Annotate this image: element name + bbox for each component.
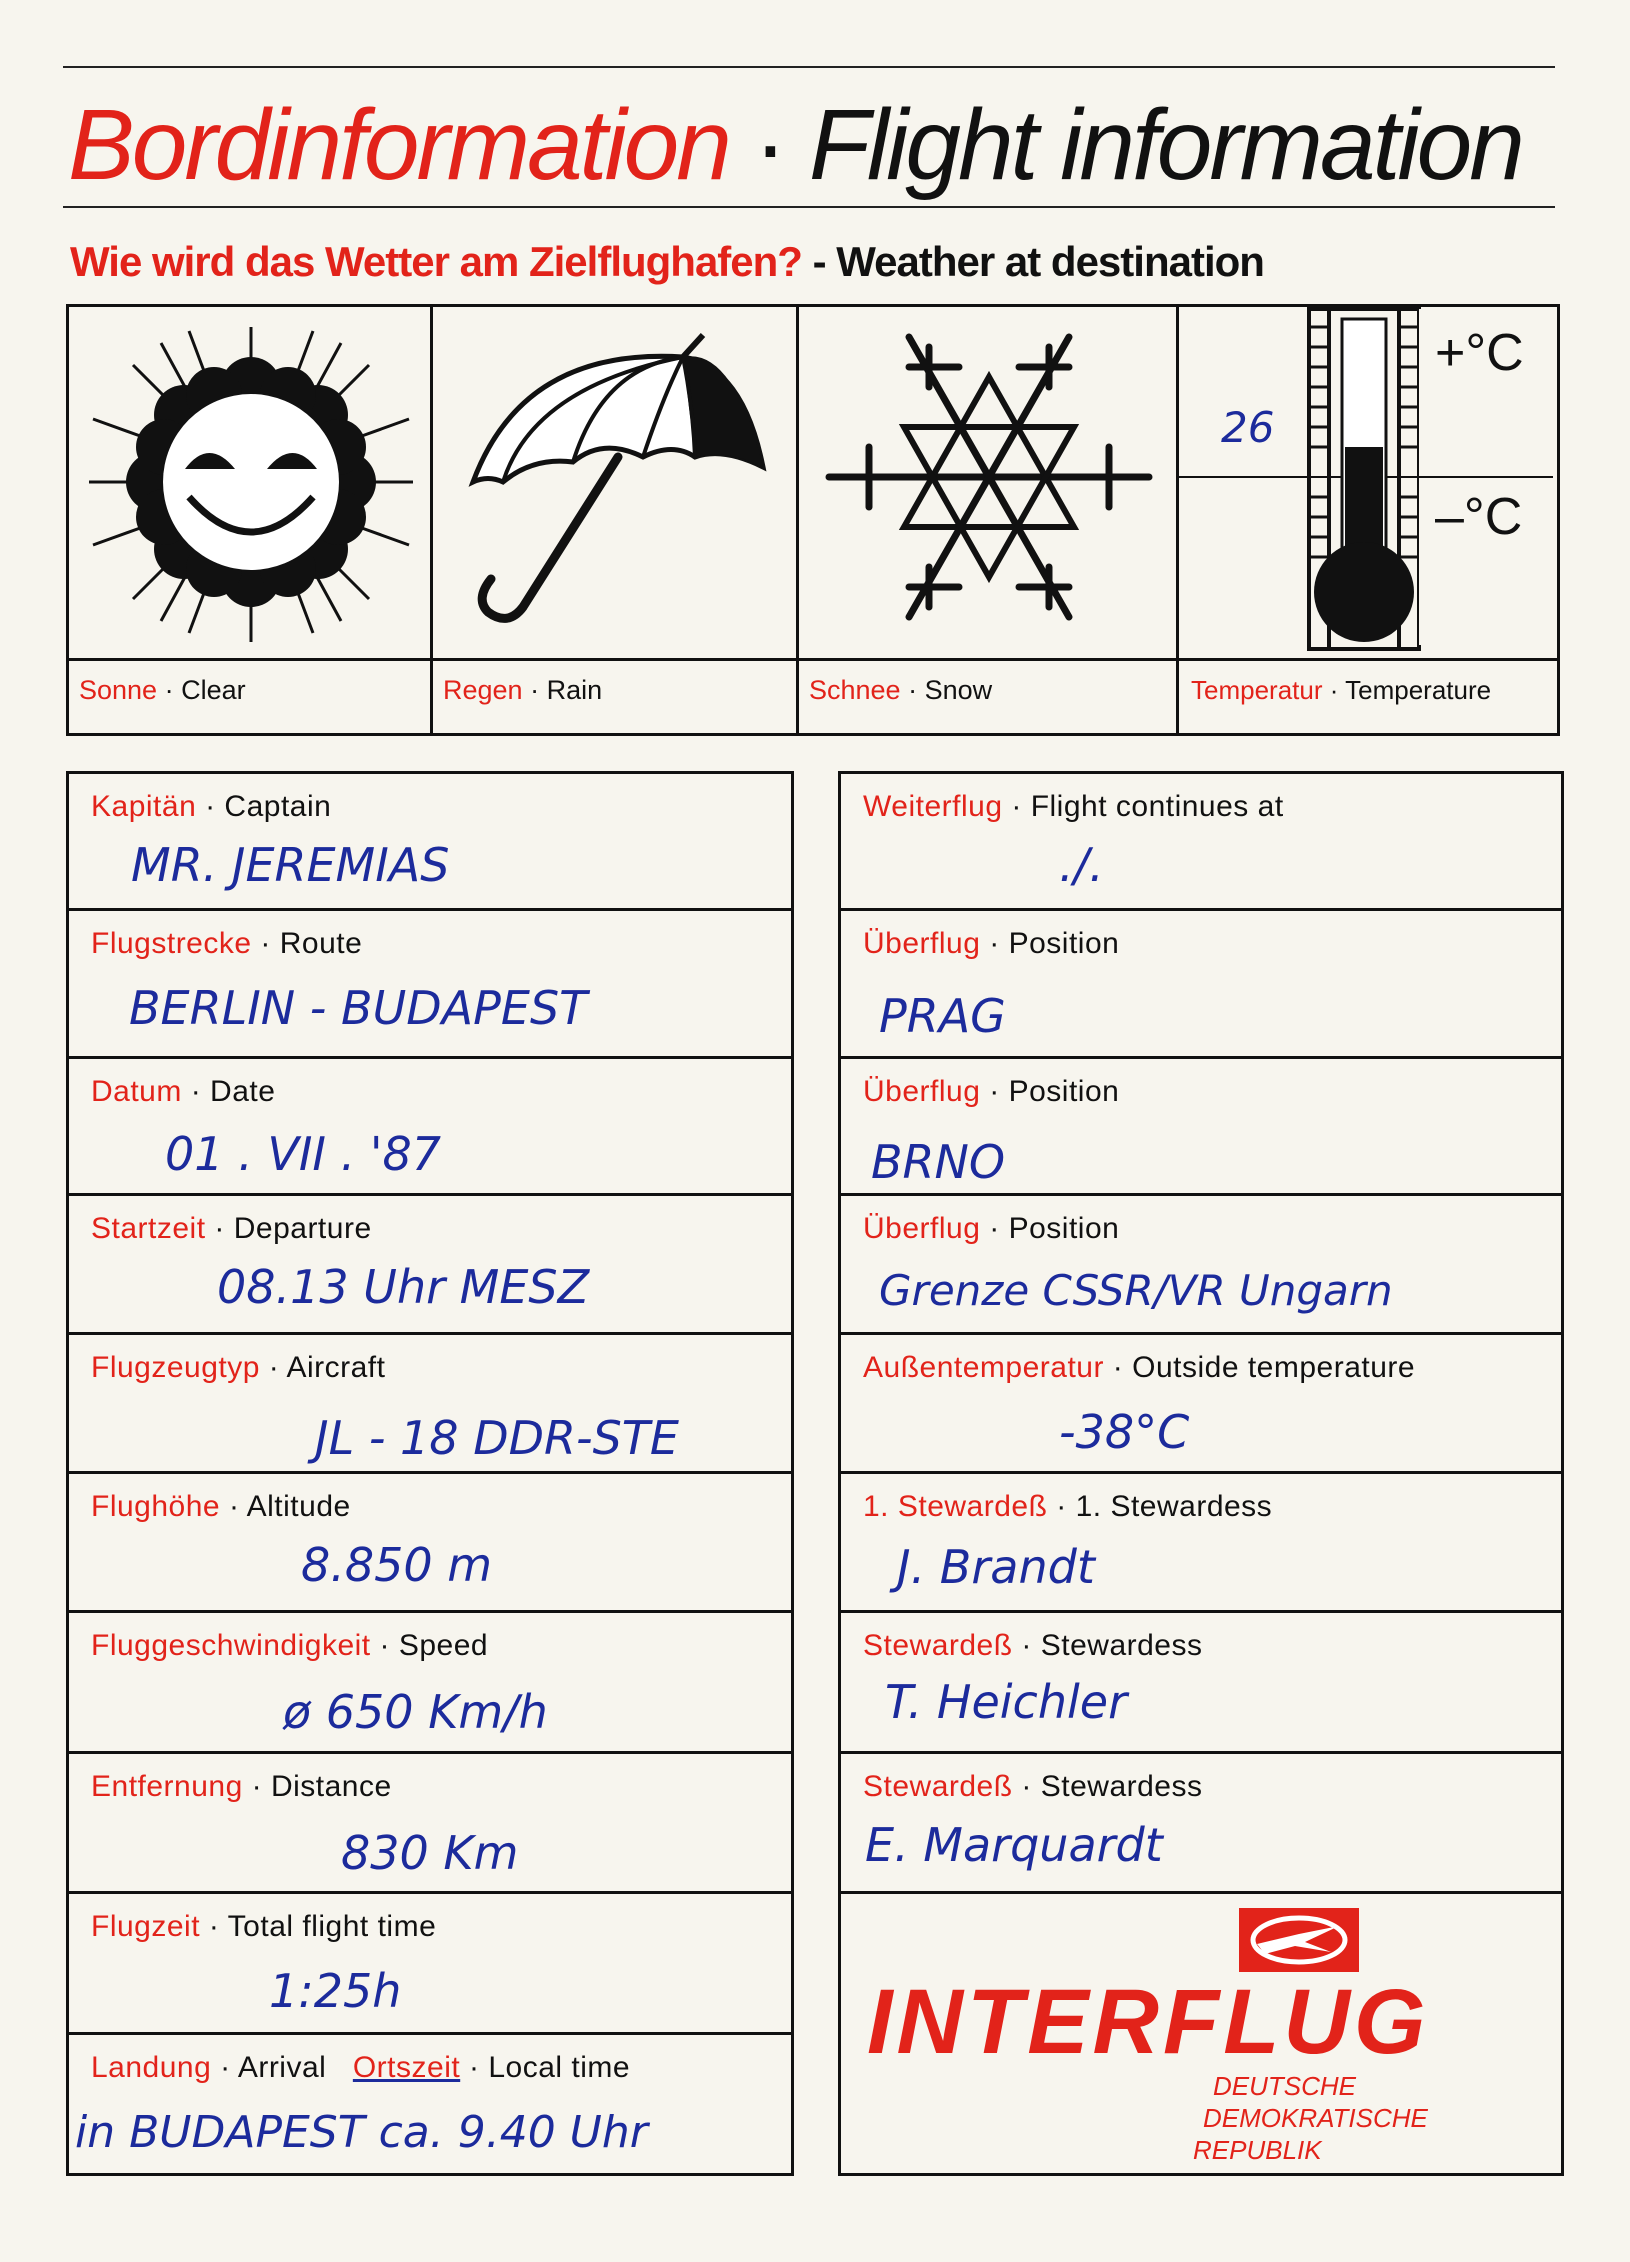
field-value: 8.850 m (301, 1538, 493, 1592)
field-label: Weiterflug · Flight continues at (863, 790, 1284, 823)
field-flight-time (69, 1894, 791, 2035)
label-de: Flugzeugtyp (91, 1351, 260, 1384)
left-fields (66, 771, 794, 2176)
logo-name: INTERFLUG (867, 1971, 1430, 2073)
field-label: Überflug · Position (863, 1075, 1120, 1108)
field-label: Startzeit · Departure (91, 1212, 372, 1245)
field-value: ./. (1059, 838, 1104, 892)
label-en: 1. Stewardess (1075, 1490, 1273, 1523)
label-de: Flugzeit (91, 1910, 201, 1943)
field-label: Stewardeß · Stewardess (863, 1770, 1203, 1803)
label-de: Flugstrecke (91, 927, 252, 960)
label-en: Route (279, 927, 363, 960)
logo-subtitle (1193, 2070, 1428, 2166)
field-value: JL - 18 DDR-STE (315, 1411, 679, 1465)
label-en: Distance (270, 1770, 392, 1803)
title-english: Flight information (808, 89, 1522, 201)
field-stewardess-1 (841, 1474, 1561, 1613)
right-fields (838, 771, 1564, 2176)
field-captain (69, 774, 791, 911)
field-label: Flughöhe · Altitude (91, 1490, 351, 1523)
label-temperature-de: Temperatur (1191, 675, 1323, 705)
field-overflight-3 (841, 1196, 1561, 1335)
field-date (69, 1059, 791, 1196)
field-value: 830 Km (341, 1826, 519, 1880)
field-value: in BUDAPEST ca. 9.40 Uhr (75, 2107, 648, 2158)
field-route (69, 911, 791, 1059)
label-temperature-en: Temperature (1345, 675, 1492, 705)
label-de: Landung (91, 2051, 212, 2084)
label-en: Captain (224, 790, 332, 823)
label-en: Outside temperature (1132, 1351, 1416, 1384)
field-value: J. Brandt (897, 1540, 1095, 1594)
interflug-crane-icon (1239, 1908, 1359, 1972)
field-value: 01 . VII . '87 (165, 1127, 442, 1181)
field-arrival (69, 2035, 791, 2173)
field-speed (69, 1613, 791, 1754)
page-title (68, 88, 1522, 203)
label-en: Total flight time (227, 1910, 437, 1943)
label-en: Position (1008, 927, 1120, 960)
logo-line-3: REPUBLIK (1193, 2135, 1322, 2165)
sun-icon (69, 307, 433, 658)
label-de: Stewardeß (863, 1629, 1013, 1662)
field-label: Außentemperatur · Outside temperature (863, 1351, 1416, 1384)
label-rain: Regen · Rain (433, 658, 799, 733)
local-time-label-de: Ortszeit (352, 2051, 461, 2084)
field-label: Landung · Arrival Ortszeit · Local time (91, 2051, 631, 2084)
field-value: BERLIN - BUDAPEST (129, 981, 588, 1035)
plus-celsius: +°C (1435, 324, 1524, 382)
label-de: Flughöhe (91, 1490, 221, 1523)
label-en: Position (1008, 1075, 1120, 1108)
field-outside-temperature (841, 1335, 1561, 1474)
field-overflight-2 (841, 1059, 1561, 1196)
label-en: Arrival (237, 2051, 327, 2084)
field-label: Kapitän · Captain (91, 790, 332, 823)
field-label: Überflug · Position (863, 1212, 1120, 1245)
label-en: Flight continues at (1030, 790, 1284, 823)
label-de: Entfernung (91, 1770, 243, 1803)
sun-cell (69, 307, 433, 658)
label-de: Weiterflug (863, 790, 1003, 823)
rain-cell (433, 307, 799, 658)
field-label: Fluggeschwindigkeit · Speed (91, 1629, 489, 1662)
label-de: Fluggeschwindigkeit (91, 1629, 371, 1662)
weather-question (70, 238, 1264, 286)
field-value: PRAG (879, 989, 1006, 1043)
label-en: Speed (398, 1629, 489, 1662)
temperature-value: 26 (1221, 403, 1275, 452)
logo-line-1: DEUTSCHE (1213, 2071, 1357, 2101)
field-value: 1:25h (269, 1964, 402, 2018)
title-separator: · (753, 89, 785, 201)
weather-table (66, 304, 1560, 736)
label-de: Datum (91, 1075, 182, 1108)
interflug-logo (841, 1894, 1561, 2173)
field-label: Flugstrecke · Route (91, 927, 363, 960)
label-snow-en: Snow (924, 675, 993, 705)
field-aircraft (69, 1335, 791, 1474)
label-clear-en: Clear (181, 675, 246, 705)
field-altitude (69, 1474, 791, 1613)
weather-question-german: Wie wird das Wetter am Zielflughafen? (70, 238, 802, 285)
field-value: MR. JEREMIAS (131, 838, 450, 892)
header-rule (63, 206, 1555, 208)
field-label: Datum · Date (91, 1075, 276, 1108)
label-clear-de: Sonne (79, 675, 158, 705)
label-de: Kapitän (91, 790, 197, 823)
field-label: Flugzeit · Total flight time (91, 1910, 437, 1943)
label-de: Überflug (863, 1075, 981, 1108)
label-en: Aircraft (286, 1351, 386, 1384)
label-snow: Schnee · Snow (799, 658, 1179, 733)
field-departure (69, 1196, 791, 1335)
field-value: BRNO (871, 1135, 1006, 1189)
label-en: Position (1008, 1212, 1120, 1245)
field-stewardess-3 (841, 1754, 1561, 1894)
label-en: Stewardess (1040, 1629, 1203, 1662)
label-de: Außentemperatur (863, 1351, 1104, 1384)
field-distance (69, 1754, 791, 1894)
top-rule (63, 66, 1555, 68)
field-overflight-1 (841, 911, 1561, 1059)
field-value: T. Heichler (885, 1675, 1127, 1729)
label-de: Überflug (863, 927, 981, 960)
label-en: Altitude (246, 1490, 351, 1523)
label-de: Startzeit (91, 1212, 206, 1245)
label-temperature: Temperatur · Temperature (1179, 658, 1557, 733)
snowflake-icon (799, 307, 1179, 658)
interflug-logo-cell (841, 1894, 1561, 2173)
field-value: ø 650 Km/h (283, 1685, 548, 1739)
label-clear: Sonne · Clear (69, 658, 433, 733)
field-value: -38°C (1059, 1405, 1190, 1459)
snow-cell (799, 307, 1179, 658)
field-label: 1. Stewardeß · 1. Stewardess (863, 1490, 1273, 1523)
label-rain-de: Regen (443, 675, 523, 705)
field-label: Überflug · Position (863, 927, 1120, 960)
label-en: Stewardess (1040, 1770, 1203, 1803)
label-de: 1. Stewardeß (863, 1490, 1048, 1523)
label-en: Date (210, 1075, 276, 1108)
label-en: Departure (233, 1212, 372, 1245)
field-stewardess-2 (841, 1613, 1561, 1754)
label-de: Stewardeß (863, 1770, 1013, 1803)
field-label: Stewardeß · Stewardess (863, 1629, 1203, 1662)
label-de: Überflug (863, 1212, 981, 1245)
field-value: Grenze CSSR/VR Ungarn (879, 1266, 1393, 1315)
field-flight-continues (841, 774, 1561, 911)
field-value: 08.13 Uhr MESZ (217, 1260, 590, 1314)
local-time-label-en: Local time (488, 2051, 631, 2084)
field-label: Entfernung · Distance (91, 1770, 392, 1803)
logo-line-2: DEMOKRATISCHE (1203, 2103, 1428, 2133)
title-german: Bordinformation (68, 89, 729, 201)
temperature-cell (1179, 307, 1557, 658)
label-rain-en: Rain (546, 675, 603, 705)
minus-celsius: –°C (1435, 488, 1523, 546)
field-value: E. Marquardt (865, 1818, 1163, 1872)
umbrella-icon (433, 307, 799, 658)
label-snow-de: Schnee (809, 675, 901, 705)
weather-question-english: - Weather at destination (812, 238, 1264, 285)
field-label: Flugzeugtyp · Aircraft (91, 1351, 386, 1384)
